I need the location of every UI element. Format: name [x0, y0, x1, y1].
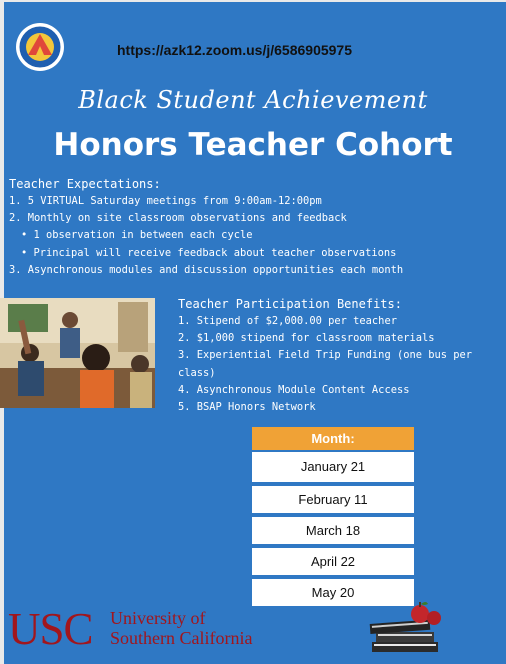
expectation-item: 2. Monthly on site classroom observations and feedback: [9, 212, 347, 225]
benefit-item-continued: class): [178, 366, 216, 379]
schedule-row: March 18: [252, 517, 414, 544]
teacher-expectations: [9, 175, 499, 279]
page-title: Honors Teacher Cohort: [53, 127, 453, 163]
books-apple-icon: [368, 598, 444, 658]
benefit-item: 1. Stipend of $2,000.00 per teacher: [178, 315, 397, 327]
benefit-item: 2. $1,000 stipend for classroom materials: [178, 332, 435, 345]
usc-full-name: [110, 608, 252, 648]
usc-wordmark: USC: [8, 604, 93, 654]
schedule-table: [252, 427, 414, 606]
participation-benefits: [178, 295, 498, 416]
expectation-item: 3. Asynchronous modules and discussion opportunities each month: [9, 263, 404, 276]
schedule-header: Month:: [252, 427, 414, 450]
usc-name-line: Southern California: [110, 628, 253, 648]
usc-name-line: University of: [110, 608, 206, 628]
expectation-item: 1. 5 VIRTUAL Saturday meetings from 9:00am-12:00pm: [9, 195, 322, 207]
schedule-row: January 21: [252, 452, 414, 482]
program-subtitle: Black Student Achievement: [78, 86, 428, 114]
zoom-meeting-link[interactable]: https://azk12.zoom.us/j/6586905975: [117, 42, 352, 58]
schedule-row: February 11: [252, 486, 414, 513]
benefit-item: 5. BSAP Honors Network: [178, 401, 316, 414]
district-logo-icon: [15, 22, 65, 72]
expectations-heading: Teacher Expectations:: [9, 177, 161, 191]
benefits-heading: Teacher Participation Benefits:: [178, 297, 402, 311]
expectation-subitem: • Principal will receive feedback about teacher observations: [21, 246, 397, 259]
benefit-item: 3. Experiential Field Trip Funding (one bus per: [178, 349, 473, 362]
top-border: [0, 0, 506, 2]
classroom-photo: [0, 298, 155, 408]
expectation-subitem: • 1 observation in between each cycle: [21, 229, 253, 242]
schedule-row: April 22: [252, 548, 414, 575]
schedule-row: May 20: [252, 579, 414, 606]
benefit-item: 4. Asynchronous Module Content Access: [178, 383, 410, 396]
